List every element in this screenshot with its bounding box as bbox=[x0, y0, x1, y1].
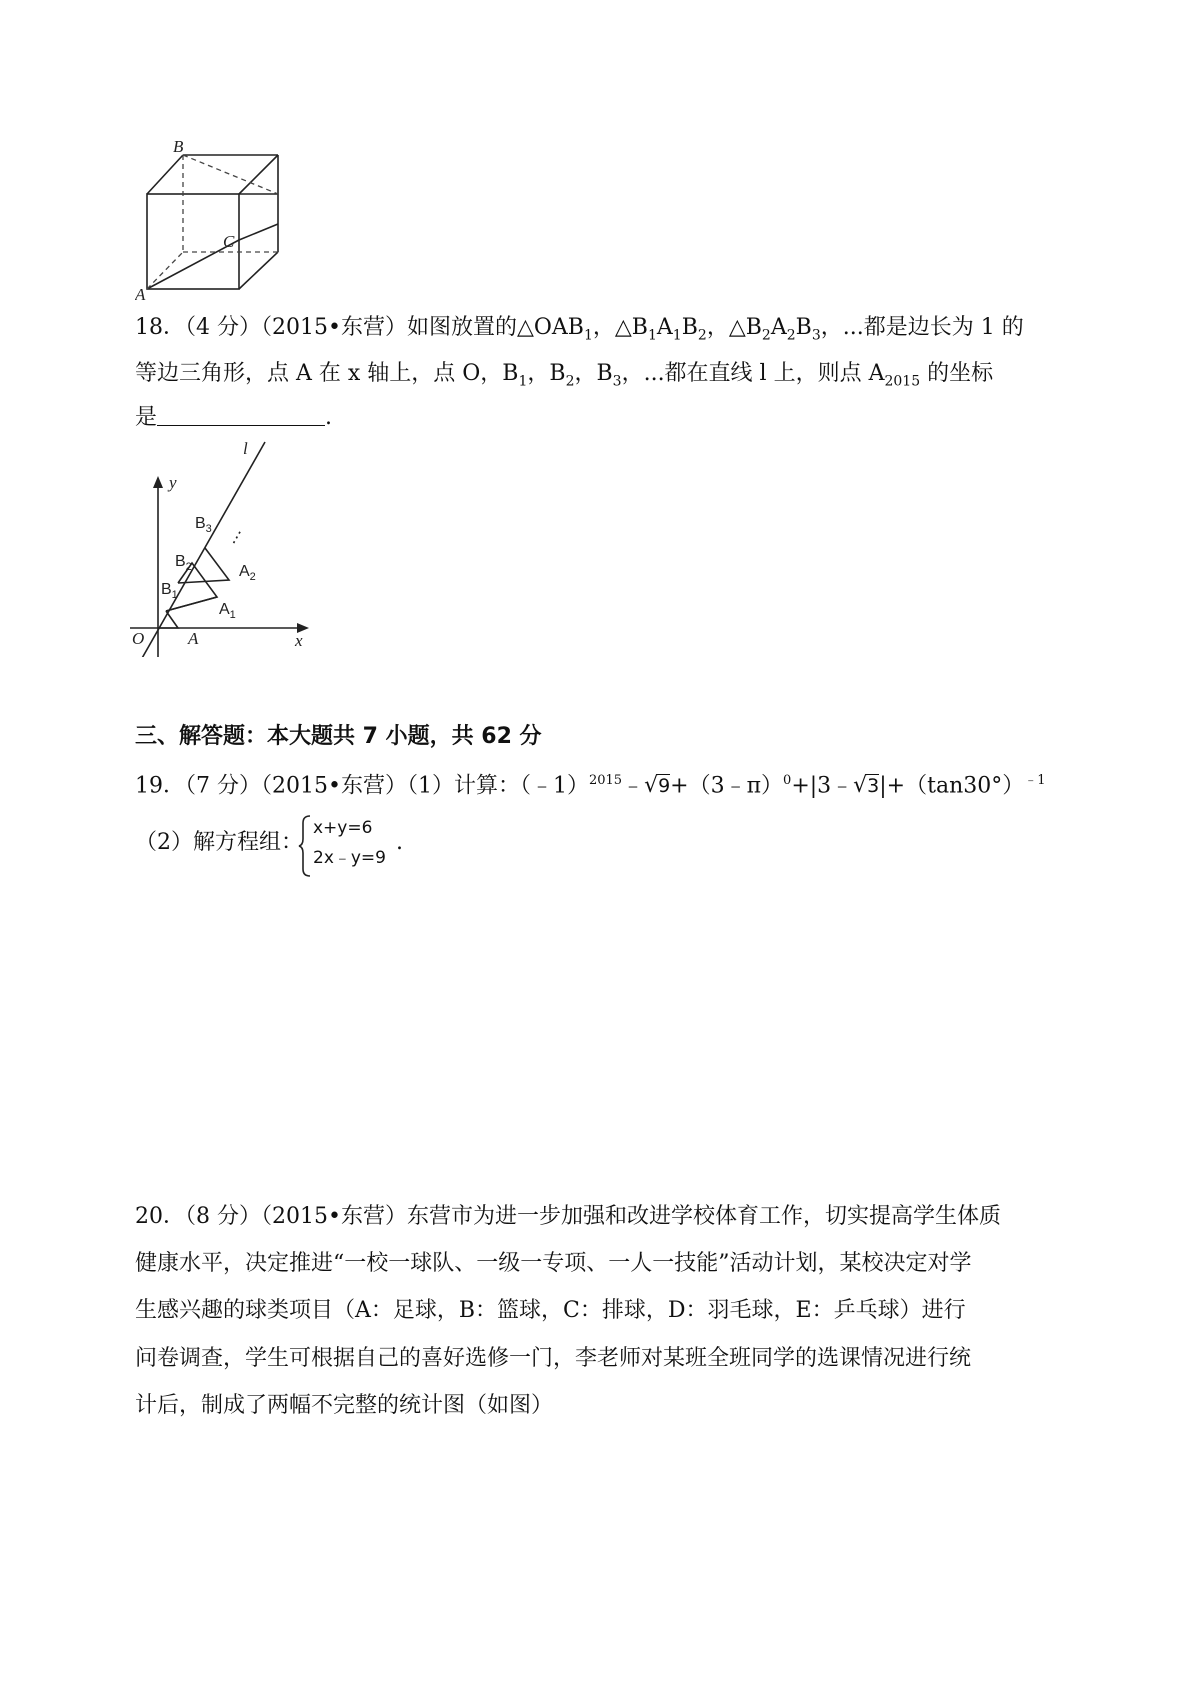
cube-label-c: C bbox=[223, 232, 235, 251]
axis-label-y: y bbox=[169, 473, 177, 492]
cube-label-a: A bbox=[135, 285, 146, 304]
q18-line-2: 等边三角形，点 A 在 x 轴上，点 O，$B_1$，$B_2$，$B_3$，...都在直线 l 上，则点 $A_{2015}$ 的坐标 bbox=[135, 361, 994, 390]
q20-line-5: 计后，制成了两幅不完整的统计图（如图） bbox=[135, 1393, 554, 1418]
point-label-b2: $B_2$ bbox=[175, 553, 192, 573]
q20-line-2: 健康水平，决定推进“一校一球队、一级一专项、一人一技能”活动计划，某校决定对学 bbox=[135, 1251, 972, 1276]
equation-1: x+y=6 bbox=[313, 818, 373, 838]
q20-line-3: 生感兴趣的球类项目（A：足球，B：篮球，C：排球，D：羽毛球，E：乒乓球）进行 bbox=[135, 1298, 966, 1323]
radical-9: √ 9 bbox=[644, 773, 671, 799]
point-label-b1: $B_1$ bbox=[161, 581, 178, 601]
axis-label-x: x bbox=[295, 631, 303, 650]
origin-label-o: O bbox=[132, 629, 145, 648]
continuation-dots: ⋮ bbox=[225, 526, 248, 550]
q18-line-1: 18．（4 分）（2015•东营）如图放置的$\triangle OAB_1$，$\triangle B_1A_1B_2$，$\triangle B_2A_2B_3$，...都是边长为 1 的 bbox=[135, 315, 1024, 344]
section-3-title: 三、解答题：本大题共 7 小题，共 62 分 bbox=[135, 724, 542, 749]
line-label-l: l bbox=[243, 439, 248, 458]
point-label-b3: $B_3$ bbox=[195, 515, 212, 535]
radical-3: √ 3 bbox=[853, 773, 880, 799]
point-label-a: A bbox=[188, 629, 199, 648]
point-label-a1: $A_1$ bbox=[219, 601, 236, 621]
equation-system bbox=[303, 813, 386, 873]
q18-line-3: 是 . bbox=[135, 405, 333, 430]
q20-line-4: 问卷调查，学生可根据自己的喜好选修一门，李老师对某班全班同学的选课情况进行统 bbox=[135, 1346, 972, 1371]
q19-part-2: （2）解方程组： bbox=[135, 830, 303, 855]
equation-2: 2x﹣y=9 bbox=[313, 848, 386, 868]
answer-blank[interactable] bbox=[157, 405, 325, 426]
y-axis-arrow-icon bbox=[153, 476, 163, 488]
q20-line-1: 20．（8 分）（2015•东营）东营市为进一步加强和改进学校体育工作，切实提高学生体质 bbox=[135, 1204, 1001, 1229]
q19-part-1: 19．（7 分）（2015•东营）（1）计算：（﹣1）$^{2015}$﹣ √ 9+（3﹣π）$^0$+|3﹣ √ $3|+(\tan 30^\circ)^{﹣1}$ bbox=[135, 766, 1046, 801]
cube-figure bbox=[135, 135, 315, 305]
cube-label-b: B bbox=[173, 137, 184, 156]
point-label-a2: $A_2$ bbox=[239, 563, 256, 583]
triangles-figure bbox=[125, 432, 325, 657]
q19-part-2-end: . bbox=[396, 830, 403, 855]
